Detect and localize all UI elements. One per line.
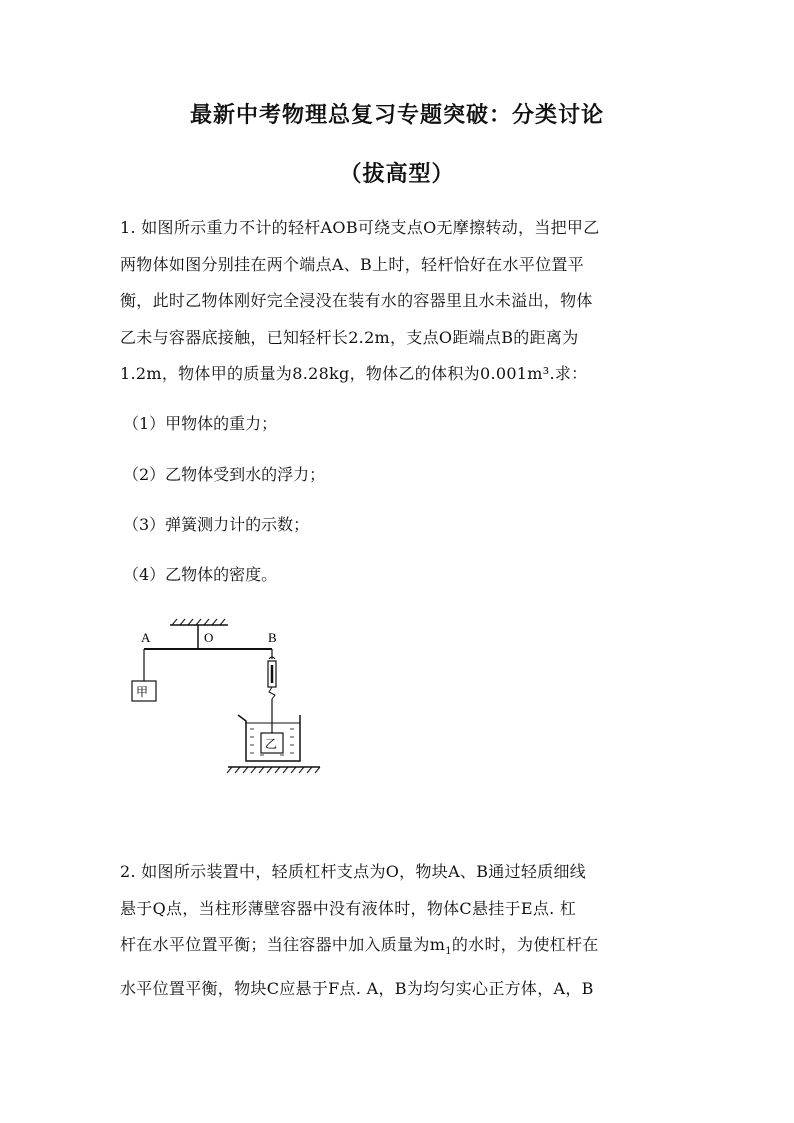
- lever-diagram: [120, 615, 340, 785]
- question-1-line: 两物体如图分别挂在两个端点A、B上时，轻杆恰好在水平位置平: [120, 254, 585, 274]
- question-1-line: 衡，此时乙物体刚好完全浸没在装有水的容器里且水未溢出，物体: [120, 291, 593, 310]
- label-a: A: [141, 630, 151, 645]
- question-2-line: [120, 927, 680, 971]
- label-o: O: [204, 630, 214, 645]
- subquestion-1: （1）甲物体的重力；: [123, 414, 278, 433]
- question-1-line: 乙未与容器底接触，已知轻杆长2.2m，支点O距端点B的距离为: [120, 327, 579, 347]
- question-1-line: 1.2m，物体甲的质量为8.28kg，物体乙的体积为0.001m³.求：: [120, 364, 588, 383]
- spring-hook: [269, 687, 275, 699]
- label-b: B: [268, 630, 277, 645]
- question-2: [120, 854, 680, 1007]
- question-2-line: 悬于Q点，当柱形薄壁容器中没有液体时，物体C悬挂于E点. 杠: [120, 898, 577, 918]
- subquestion-3: （3）弹簧测力计的示数；: [123, 515, 310, 534]
- ceiling-hatch: [172, 619, 225, 625]
- question-1: [120, 210, 680, 393]
- mass-subscript: 1: [445, 946, 452, 958]
- document-title: 最新中考物理总复习专题突破：分类讨论: [189, 103, 604, 128]
- question-2-text: 杆在水平位置平衡；当往容器中加入质量为m: [120, 935, 446, 954]
- document-subtitle: （拔高型）: [339, 162, 455, 187]
- question-1-line: 1. 如图所示重力不计的轻杆AOB可绕支点O无摩擦转动，当把甲乙: [120, 218, 600, 237]
- subquestion-2: （2）乙物体受到水的浮力；: [123, 465, 326, 484]
- object-yi-label: 乙: [265, 737, 278, 751]
- question-2-line: 水平位置平衡，物块C应悬于F点. A，B为均匀实心正方体，A，B: [120, 978, 594, 998]
- ground-hatch: [227, 767, 320, 773]
- subquestion-4: （4）乙物体的密度。: [123, 565, 278, 584]
- object-jia-label: 甲: [136, 685, 149, 699]
- question-2-text: 的水时，为使杠杆在: [451, 935, 599, 954]
- question-2-line: 2. 如图所示装置中，轻质杠杆支点为O，物块A、B通过轻质细线: [120, 862, 587, 881]
